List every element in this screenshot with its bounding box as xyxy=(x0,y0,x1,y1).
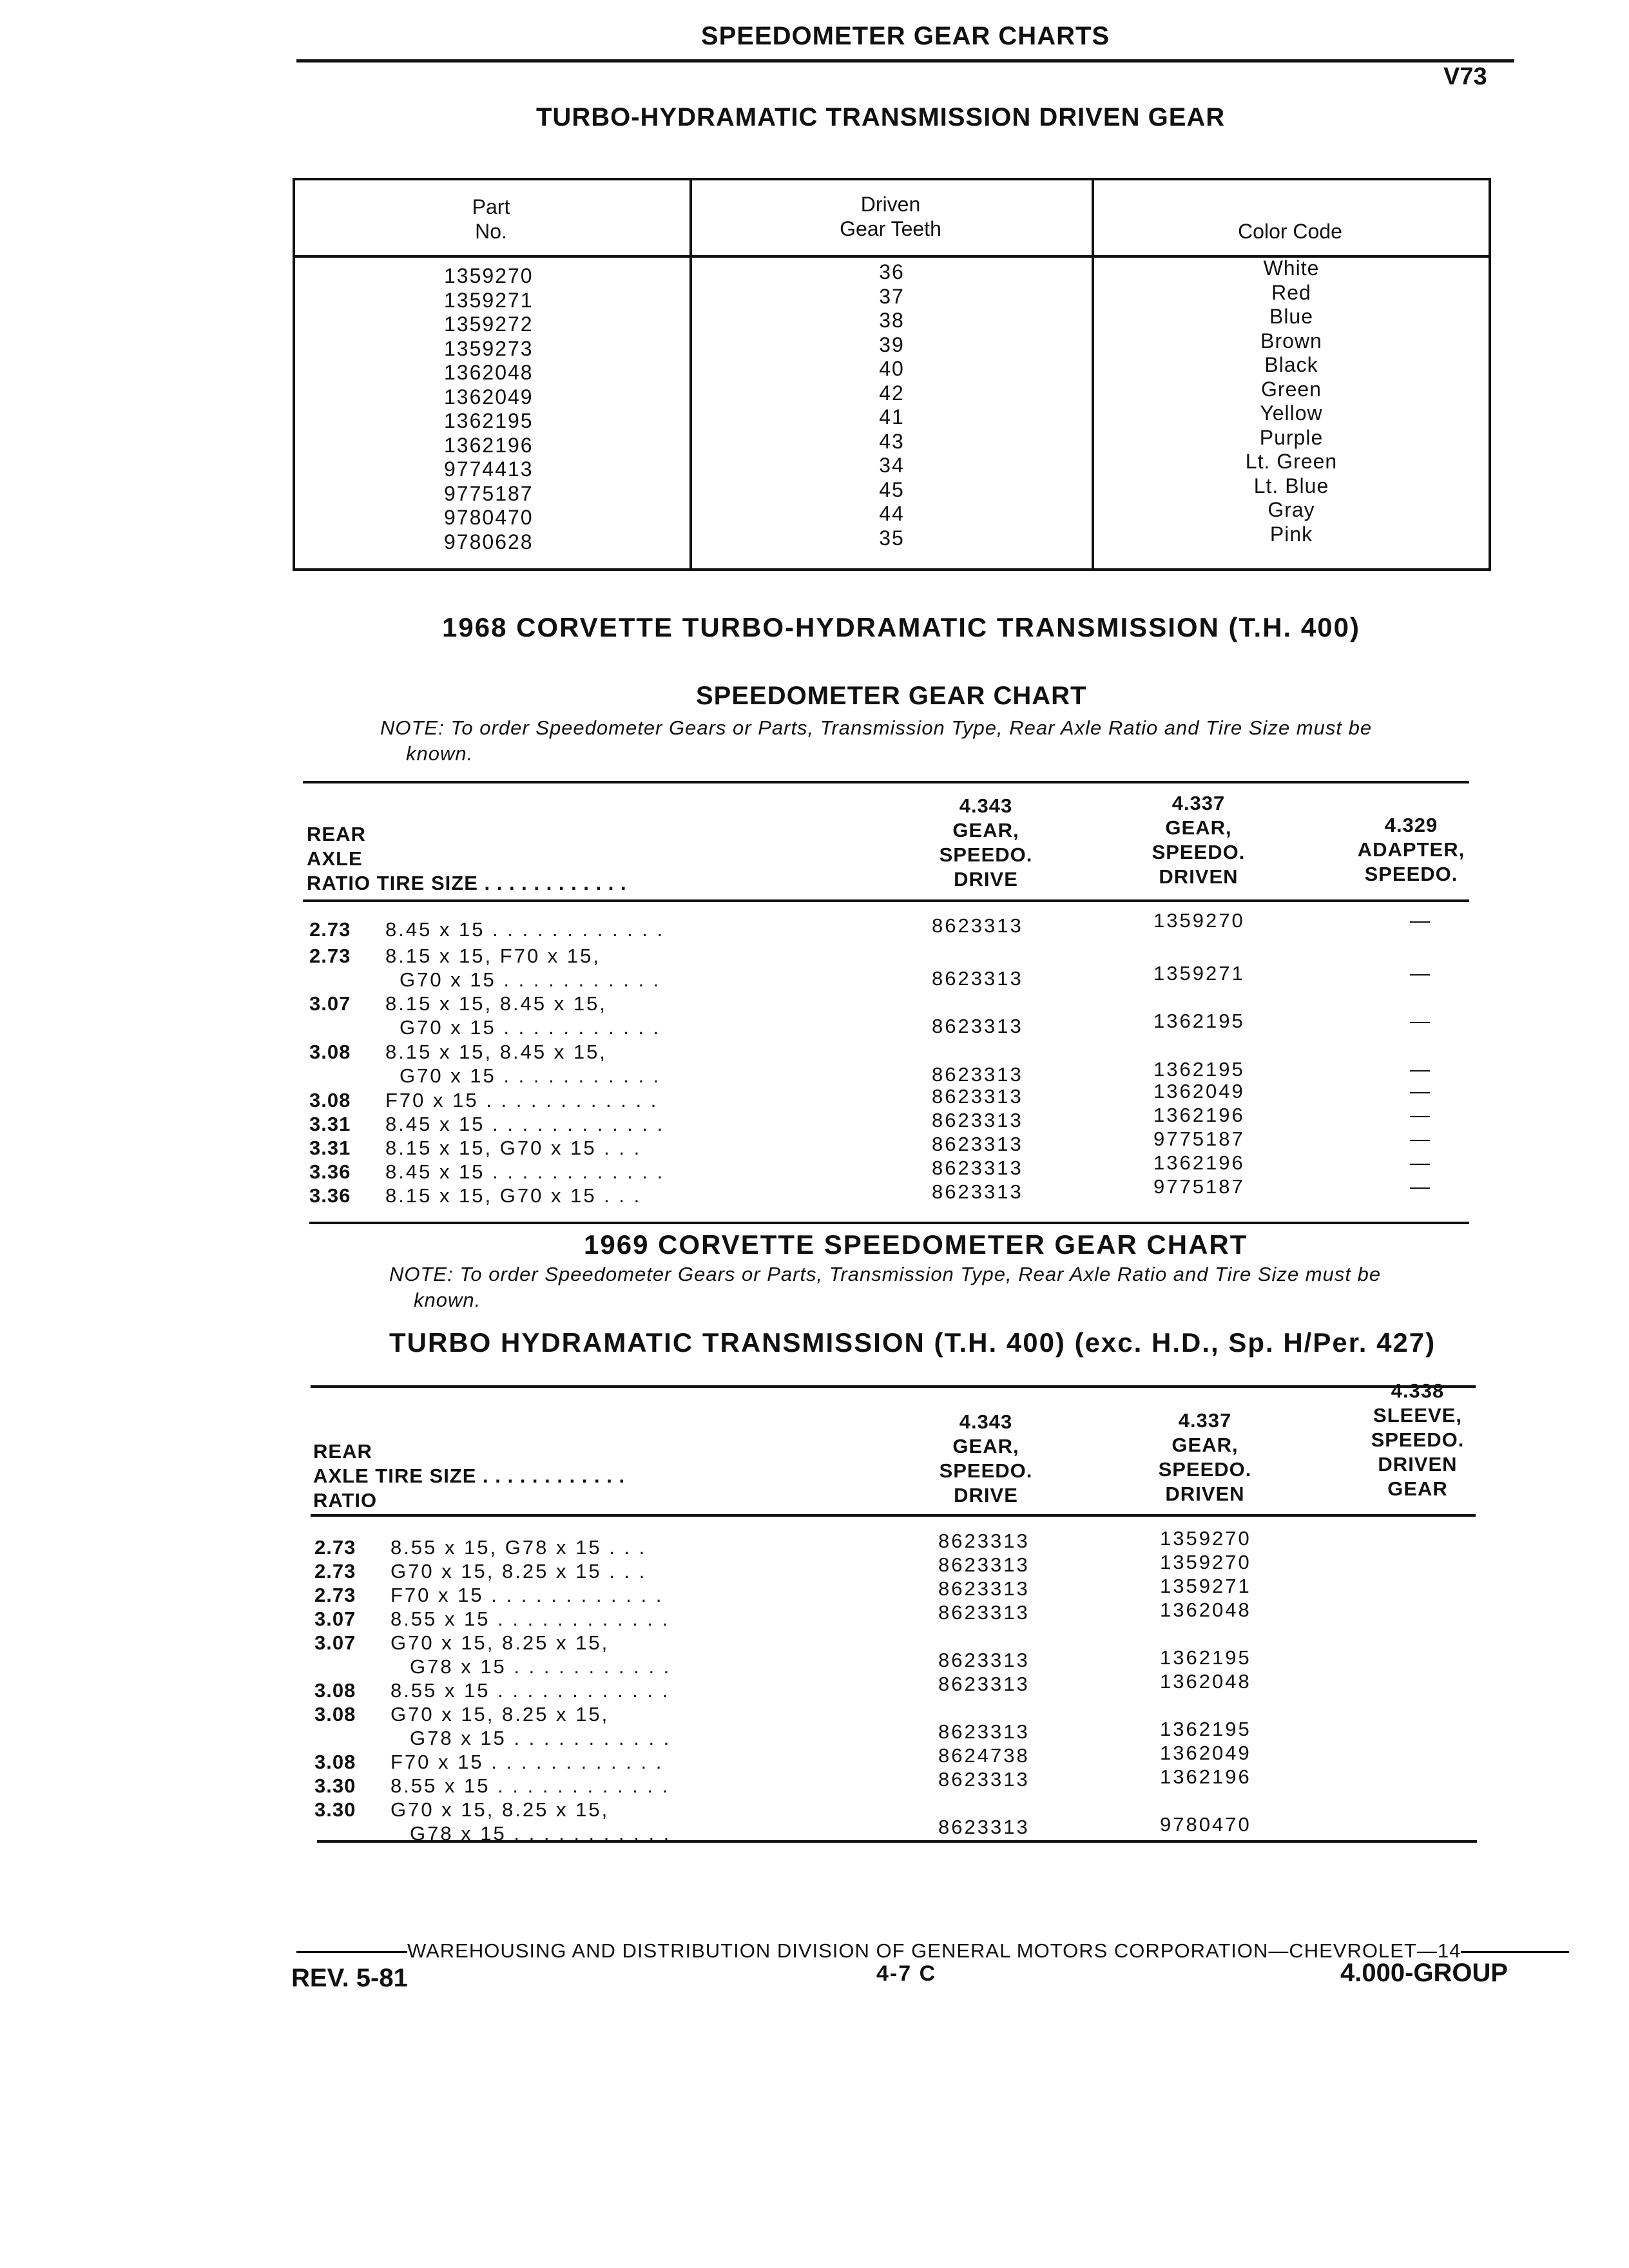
color-code: Pink xyxy=(1269,522,1313,546)
driven-gear-part: 1362048 xyxy=(1160,1599,1251,1621)
axle-ratio: 3.36 xyxy=(309,1184,351,1207)
table-row xyxy=(309,1137,641,1160)
drive-gear-part: 8623313 xyxy=(938,1768,1030,1791)
revision-label: REV. 5-81 xyxy=(291,1964,408,1992)
color-code: Blue xyxy=(1269,305,1314,328)
adapter-part: — xyxy=(1410,909,1432,932)
gear-teeth: 38 xyxy=(879,309,905,332)
part-number-column xyxy=(444,264,534,554)
gear-teeth: 35 xyxy=(879,526,905,550)
axle-ratio: 2.73 xyxy=(314,1560,356,1582)
color-code: White xyxy=(1263,256,1320,280)
tire-size: G70 x 15, 8.25 x 15 . . . xyxy=(390,1560,647,1582)
drive-gear-part: 8623313 xyxy=(932,1133,1023,1155)
driven-gear-part: 1359271 xyxy=(1153,962,1245,985)
color-code: Brown xyxy=(1260,329,1322,352)
driven-gear-part: 1359270 xyxy=(1160,1527,1251,1550)
drive-gear-part: 8623313 xyxy=(938,1816,1030,1838)
driven-gear-part: 1362049 xyxy=(1153,1080,1245,1102)
tire-size: 8.55 x 15 . . . . . . . . . . . . xyxy=(390,1679,670,1702)
header-color-code: Color Code xyxy=(1238,220,1342,243)
tire-size-continued: G70 x 15 . . . . . . . . . . . xyxy=(400,1016,661,1039)
axle-ratio: 3.07 xyxy=(309,992,351,1015)
gear-teeth: 36 xyxy=(879,260,905,284)
tire-size: 8.55 x 15, G78 x 15 . . . xyxy=(390,1536,647,1559)
table-row xyxy=(314,1584,663,1607)
driven-gear-part: 1362195 xyxy=(1160,1718,1251,1740)
driven-gear-part: 1362195 xyxy=(1160,1646,1251,1669)
table-row xyxy=(309,918,664,941)
axle-ratio: 3.08 xyxy=(309,1041,351,1063)
table-row xyxy=(314,1608,670,1631)
driven-gear-part: 1362196 xyxy=(1153,1104,1245,1126)
tire-size: F70 x 15 . . . . . . . . . . . . xyxy=(390,1751,664,1773)
tire-size: 8.15 x 15, F70 x 15, xyxy=(385,945,601,967)
group-label: 4.000-GROUP xyxy=(1340,1959,1509,1987)
table-row xyxy=(314,1798,609,1821)
color-code: Red xyxy=(1271,280,1311,304)
part-number: 9775187 xyxy=(444,481,534,505)
axle-ratio: 2.73 xyxy=(309,918,351,941)
axle-ratio: 3.08 xyxy=(314,1679,356,1702)
part-number: 1362195 xyxy=(444,409,534,432)
header-part-no: Part No. xyxy=(472,195,510,243)
color-code: Green xyxy=(1261,377,1322,401)
gear-teeth: 43 xyxy=(879,429,905,453)
tire-size: 8.45 x 15 . . . . . . . . . . . . xyxy=(385,1113,665,1135)
driven-gear-part: 1362196 xyxy=(1153,1151,1245,1174)
tire-size-continued: G70 x 15 . . . . . . . . . . . xyxy=(400,968,661,991)
gear-teeth: 39 xyxy=(879,332,905,356)
drive-gear-part: 8623313 xyxy=(932,1085,1023,1108)
tire-size-continued: G78 x 15 . . . . . . . . . . . xyxy=(410,1655,671,1678)
color-code: Black xyxy=(1264,353,1318,376)
table-row xyxy=(314,1774,670,1798)
table-row xyxy=(309,1041,607,1064)
table-row xyxy=(314,1631,609,1655)
chart-1969-row-header: REAR AXLE TIRE SIZE . . . . . . . . . . . . RATIO xyxy=(313,1440,626,1512)
driven-gear-title: TURBO-HYDRAMATIC TRANSMISSION DRIVEN GEAR xyxy=(536,103,1226,131)
adapter-part: — xyxy=(1410,1058,1432,1081)
drive-gear-part: 8623313 xyxy=(932,1063,1023,1086)
adapter-part: — xyxy=(1410,1175,1432,1198)
tire-size: 8.15 x 15, 8.45 x 15, xyxy=(385,1041,607,1063)
chart-1968-row-header: REAR AXLE RATIO TIRE SIZE . . . . . . . . . . . . xyxy=(307,823,627,894)
axle-ratio: 3.08 xyxy=(314,1703,356,1725)
table-row xyxy=(309,1089,658,1112)
page-number: 4-7 C xyxy=(876,1961,937,1986)
table-row xyxy=(314,1536,646,1559)
chart-1969-title: 1969 CORVETTE SPEEDOMETER GEAR CHART xyxy=(584,1229,1248,1260)
driven-gear-part: 1362048 xyxy=(1160,1670,1251,1693)
gear-teeth: 41 xyxy=(879,405,905,428)
tire-size: F70 x 15 . . . . . . . . . . . . xyxy=(385,1089,659,1111)
table-row xyxy=(309,1113,664,1136)
driven-gear-part: 1362195 xyxy=(1153,1058,1245,1081)
driven-gear-part: 9780470 xyxy=(1160,1813,1251,1836)
tire-size: 8.45 x 15 . . . . . . . . . . . . xyxy=(385,1160,665,1183)
part-number: 1359271 xyxy=(444,288,534,312)
chart-1968-title: 1968 CORVETTE TURBO-HYDRAMATIC TRANSMISSION (T.H. 400) xyxy=(442,612,1360,642)
axle-ratio: 3.08 xyxy=(314,1751,356,1773)
driven-gear-part: 1359270 xyxy=(1160,1551,1251,1573)
drive-gear-part: 8623313 xyxy=(932,1109,1023,1131)
tire-size-continued: G78 x 15 . . . . . . . . . . . xyxy=(410,1727,671,1749)
drive-gear-part: 8623313 xyxy=(932,967,1023,990)
drive-gear-part: 8624738 xyxy=(938,1744,1030,1767)
part-number: 9774413 xyxy=(444,457,534,481)
tire-size: F70 x 15 . . . . . . . . . . . . xyxy=(390,1584,664,1606)
tire-size: 8.55 x 15 . . . . . . . . . . . . xyxy=(390,1774,670,1797)
color-code: Lt. Green xyxy=(1245,450,1338,473)
chart-1969-header-driven: 4.337 GEAR, SPEEDO. DRIVEN xyxy=(1158,1409,1252,1505)
color-code: Gray xyxy=(1268,498,1315,521)
tire-size: 8.55 x 15 . . . . . . . . . . . . xyxy=(390,1608,670,1630)
chart-1969-header-drive: 4.343 GEAR, SPEEDO. DRIVE xyxy=(939,1410,1033,1506)
drive-gear-part: 8623313 xyxy=(932,1180,1023,1203)
driven-gear-part: 1359271 xyxy=(1160,1575,1251,1597)
axle-ratio: 2.73 xyxy=(309,945,351,967)
drive-gear-part: 8623313 xyxy=(932,1157,1023,1179)
gear-teeth: 42 xyxy=(879,381,905,405)
axle-ratio: 3.30 xyxy=(314,1774,356,1797)
tire-size: 8.15 x 15, G70 x 15 . . . xyxy=(385,1184,642,1207)
tire-size: G70 x 15, 8.25 x 15, xyxy=(390,1798,610,1821)
part-number: 1362048 xyxy=(444,361,534,384)
table-row xyxy=(314,1703,609,1726)
gear-teeth: 40 xyxy=(879,357,905,380)
gear-teeth: 44 xyxy=(879,502,905,525)
part-number: 1359270 xyxy=(444,264,534,287)
part-number: 1359272 xyxy=(444,312,534,336)
tire-size: 8.15 x 15, G70 x 15 . . . xyxy=(385,1137,642,1159)
table-row xyxy=(309,992,607,1015)
adapter-part: — xyxy=(1410,1128,1432,1150)
chart-1969-note: NOTE: To order Speedometer Gears or Parts, Transmission Type, Rear Axle Ratio and Tire Size must be known. xyxy=(389,1263,1382,1311)
part-number: 9780470 xyxy=(444,506,534,529)
adapter-part: — xyxy=(1410,1010,1432,1032)
header-driven-gear-teeth: Driven Gear Teeth xyxy=(840,193,941,240)
chart-1968-header-adapter: 4.329 ADAPTER, SPEEDO. xyxy=(1357,814,1465,885)
chart-1969-header-sleeve: 4.338 SLEEVE, SPEEDO. DRIVEN GEAR xyxy=(1371,1379,1465,1500)
color-code-column xyxy=(1195,256,1388,546)
drive-gear-part: 8623313 xyxy=(938,1649,1030,1671)
tire-size-continued: G70 x 15 . . . . . . . . . . . xyxy=(400,1064,661,1087)
drive-gear-part: 8623313 xyxy=(938,1530,1030,1552)
table-row xyxy=(314,1679,670,1702)
table-row xyxy=(309,945,601,968)
adapter-part: — xyxy=(1410,1104,1432,1126)
table-row xyxy=(309,1160,664,1184)
chart-1968-subtitle: SPEEDOMETER GEAR CHART xyxy=(696,682,1087,710)
tire-size: 8.15 x 15, 8.45 x 15, xyxy=(385,992,607,1015)
axle-ratio: 2.73 xyxy=(314,1584,356,1606)
part-number: 1362196 xyxy=(444,433,534,457)
page-title: SPEEDOMETER GEAR CHARTS xyxy=(700,22,1110,50)
chart-1968-header-driven: 4.337 GEAR, SPEEDO. DRIVEN xyxy=(1152,792,1246,888)
chart-1968-note: NOTE: To order Speedometer Gears or Parts, Transmission Type, Rear Axle Ratio and Tire Size must be known. xyxy=(380,716,1373,765)
part-number: 1362049 xyxy=(444,385,534,408)
driven-gear-part: 1362049 xyxy=(1160,1742,1251,1764)
driven-gear-table xyxy=(293,178,1491,571)
part-number: 1359273 xyxy=(444,336,534,360)
table-row xyxy=(314,1560,646,1583)
axle-ratio: 3.36 xyxy=(309,1160,351,1183)
gear-teeth: 34 xyxy=(879,454,905,477)
drive-gear-part: 8623313 xyxy=(938,1601,1030,1624)
chart-1969-subtitle: TURBO HYDRAMATIC TRANSMISSION (T.H. 400) (exc. H.D., Sp. H/Per. 427) xyxy=(389,1327,1436,1358)
page-header xyxy=(296,5,1514,62)
table-row xyxy=(309,1184,641,1207)
table-row xyxy=(314,1751,663,1774)
color-code: Yellow xyxy=(1260,401,1323,425)
driven-gear-part: 1362195 xyxy=(1153,1010,1245,1032)
drive-gear-part: 8623313 xyxy=(938,1673,1030,1695)
chart-1968-header-drive: 4.343 GEAR, SPEEDO. DRIVE xyxy=(939,794,1033,890)
adapter-part: — xyxy=(1410,1151,1432,1174)
tire-size: G70 x 15, 8.25 x 15, xyxy=(390,1631,610,1654)
driven-gear-part: 1362196 xyxy=(1160,1765,1251,1788)
driven-gear-part: 9775187 xyxy=(1153,1175,1245,1198)
part-number: 9780628 xyxy=(444,530,534,553)
driven-gear-part: 9775187 xyxy=(1153,1128,1245,1150)
drive-gear-part: 8623313 xyxy=(932,1015,1023,1037)
drive-gear-part: 8623313 xyxy=(938,1577,1030,1600)
gear-teeth: 37 xyxy=(879,284,905,308)
footer-division: WAREHOUSING AND DISTRIBUTION DIVISION OF GENERAL MOTORS CORPORATION—CHEVROLET—14 xyxy=(296,1939,1521,1963)
drive-gear-part: 8623313 xyxy=(932,914,1023,937)
page-code: V73 xyxy=(1443,63,1487,90)
drive-gear-part: 8623313 xyxy=(938,1720,1030,1743)
adapter-part: — xyxy=(1410,1080,1432,1102)
axle-ratio: 3.07 xyxy=(314,1608,356,1630)
axle-ratio: 2.73 xyxy=(314,1536,356,1559)
tire-size: 8.45 x 15 . . . . . . . . . . . . xyxy=(385,918,665,941)
axle-ratio: 3.08 xyxy=(309,1089,351,1111)
color-code: Purple xyxy=(1259,425,1324,449)
axle-ratio: 3.30 xyxy=(314,1798,356,1821)
color-code: Lt. Blue xyxy=(1253,474,1329,497)
tire-size-continued: G78 x 15 . . . . . . . . . . . xyxy=(410,1822,671,1845)
tire-size: G70 x 15, 8.25 x 15, xyxy=(390,1703,610,1725)
teeth-column xyxy=(872,260,911,550)
driven-gear-part: 1359270 xyxy=(1153,909,1245,932)
axle-ratio: 3.31 xyxy=(309,1113,351,1135)
gear-teeth: 45 xyxy=(879,477,905,501)
drive-gear-part: 8623313 xyxy=(938,1553,1030,1576)
adapter-part: — xyxy=(1410,962,1432,985)
axle-ratio: 3.31 xyxy=(309,1137,351,1159)
axle-ratio: 3.07 xyxy=(314,1631,356,1654)
